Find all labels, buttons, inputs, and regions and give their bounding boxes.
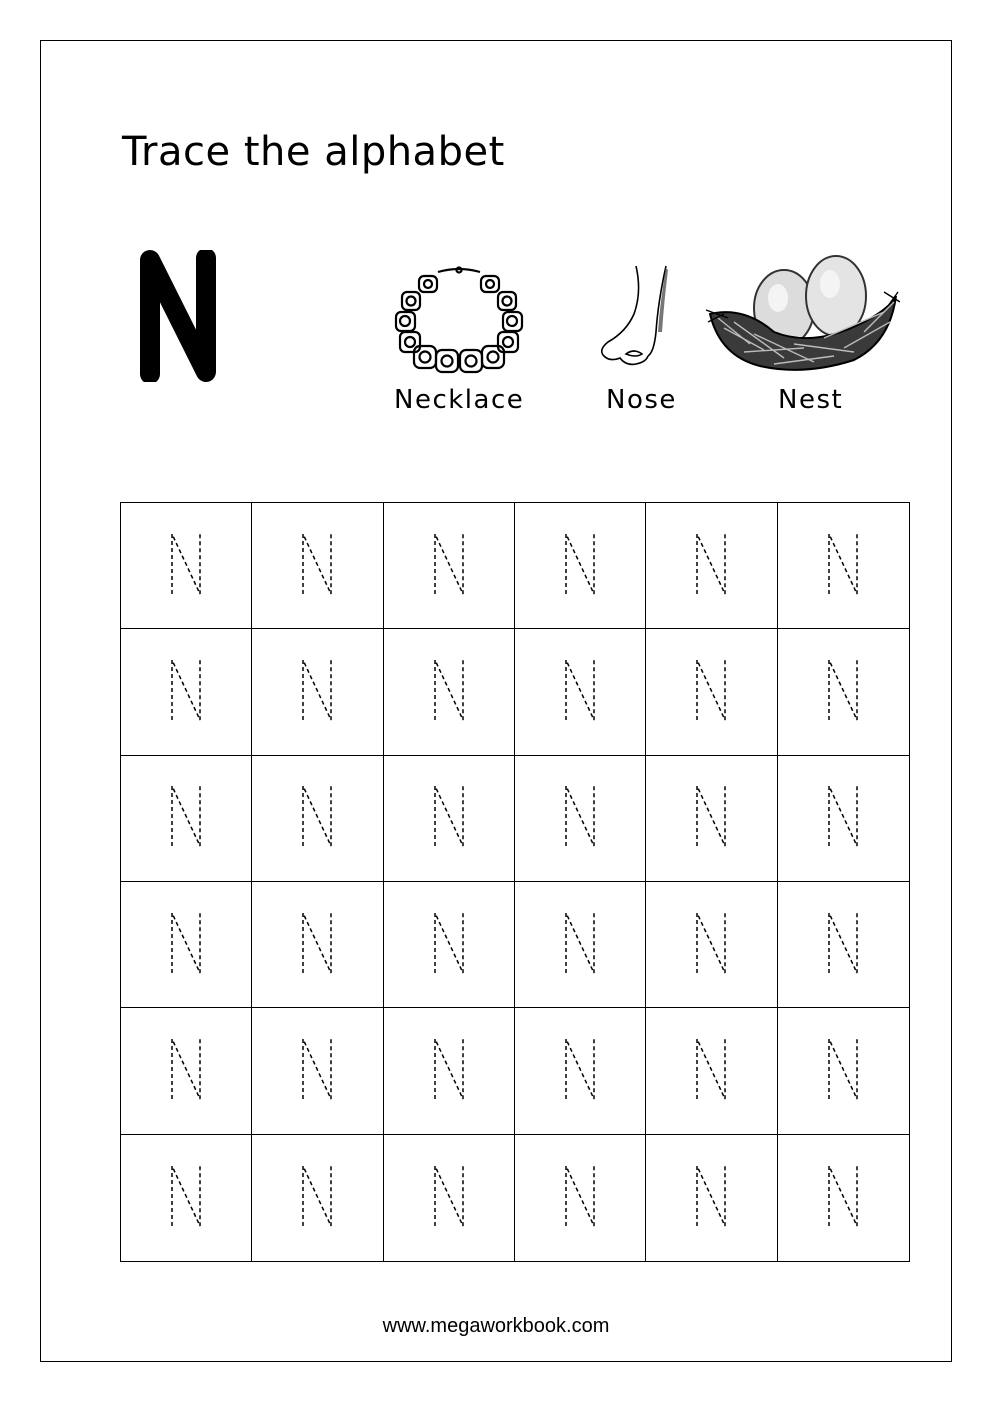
nose-icon [596, 262, 678, 374]
tracing-cell[interactable] [515, 882, 646, 1008]
dotted-letter-n-icon [431, 911, 467, 975]
tracing-cell[interactable] [384, 1135, 515, 1261]
dotted-letter-n-icon [299, 911, 335, 975]
caption-nest: Nest [778, 385, 844, 415]
page-title: Trace the alphabet [122, 129, 505, 175]
tracing-cell[interactable] [515, 1008, 646, 1134]
tracing-cell[interactable] [121, 629, 252, 755]
dotted-letter-n-icon [562, 1037, 598, 1101]
tracing-cell[interactable] [252, 882, 383, 1008]
tracing-cell[interactable] [646, 503, 777, 629]
dotted-letter-n-icon [168, 911, 204, 975]
dotted-letter-n-icon [168, 784, 204, 848]
dotted-letter-n-icon [431, 784, 467, 848]
tracing-cell[interactable] [121, 1008, 252, 1134]
caption-nose: Nose [606, 385, 677, 415]
tracing-cell[interactable] [384, 756, 515, 882]
tracing-cell[interactable] [515, 503, 646, 629]
dotted-letter-n-icon [562, 532, 598, 596]
tracing-cell[interactable] [384, 1008, 515, 1134]
tracing-cell[interactable] [384, 503, 515, 629]
tracing-cell[interactable] [384, 629, 515, 755]
tracing-cell[interactable] [778, 629, 909, 755]
dotted-letter-n-icon [168, 658, 204, 722]
dotted-letter-n-icon [168, 1164, 204, 1228]
dotted-letter-n-icon [562, 1164, 598, 1228]
tracing-cell[interactable] [646, 1135, 777, 1261]
caption-necklace: Necklace [394, 385, 525, 415]
tracing-cell[interactable] [121, 503, 252, 629]
dotted-letter-n-icon [431, 658, 467, 722]
tracing-cell[interactable] [778, 1008, 909, 1134]
tracing-cell[interactable] [252, 1008, 383, 1134]
tracing-cell[interactable] [646, 1008, 777, 1134]
tracing-grid [120, 502, 910, 1262]
tracing-cell[interactable] [778, 756, 909, 882]
dotted-letter-n-icon [825, 911, 861, 975]
dotted-letter-n-icon [299, 1037, 335, 1101]
dotted-letter-n-icon [299, 532, 335, 596]
tracing-cell[interactable] [252, 629, 383, 755]
tracing-cell[interactable] [646, 756, 777, 882]
tracing-cell[interactable] [252, 1135, 383, 1261]
necklace-icon [388, 262, 530, 374]
dotted-letter-n-icon [431, 1037, 467, 1101]
tracing-cell[interactable] [515, 629, 646, 755]
dotted-letter-n-icon [825, 1164, 861, 1228]
dotted-letter-n-icon [693, 532, 729, 596]
dotted-letter-n-icon [562, 784, 598, 848]
dotted-letter-n-icon [431, 1164, 467, 1228]
dotted-letter-n-icon [693, 658, 729, 722]
dotted-letter-n-icon [825, 532, 861, 596]
dotted-letter-n-icon [299, 658, 335, 722]
tracing-cell[interactable] [252, 503, 383, 629]
dotted-letter-n-icon [693, 911, 729, 975]
dotted-letter-n-icon [168, 1037, 204, 1101]
tracing-cell[interactable] [121, 882, 252, 1008]
tracing-cell[interactable] [252, 756, 383, 882]
dotted-letter-n-icon [825, 658, 861, 722]
tracing-cell[interactable] [646, 882, 777, 1008]
tracing-cell[interactable] [778, 503, 909, 629]
tracing-cell[interactable] [515, 756, 646, 882]
tracing-cell[interactable] [646, 629, 777, 755]
dotted-letter-n-icon [825, 1037, 861, 1101]
dotted-letter-n-icon [825, 784, 861, 848]
tracing-cell[interactable] [121, 1135, 252, 1261]
tracing-cell[interactable] [384, 882, 515, 1008]
nest-icon [704, 252, 900, 374]
tracing-cell[interactable] [515, 1135, 646, 1261]
footer-url: www.megaworkbook.com [382, 1315, 610, 1337]
dotted-letter-n-icon [431, 532, 467, 596]
dotted-letter-n-icon [693, 1164, 729, 1228]
dotted-letter-n-icon [562, 658, 598, 722]
dotted-letter-n-icon [562, 911, 598, 975]
dotted-letter-n-icon [693, 784, 729, 848]
dotted-letter-n-icon [299, 784, 335, 848]
tracing-cell[interactable] [778, 882, 909, 1008]
dotted-letter-n-icon [168, 532, 204, 596]
dotted-letter-n-icon [299, 1164, 335, 1228]
tracing-cell[interactable] [778, 1135, 909, 1261]
tracing-cell[interactable] [121, 756, 252, 882]
big-letter-n-icon [138, 250, 218, 382]
dotted-letter-n-icon [693, 1037, 729, 1101]
